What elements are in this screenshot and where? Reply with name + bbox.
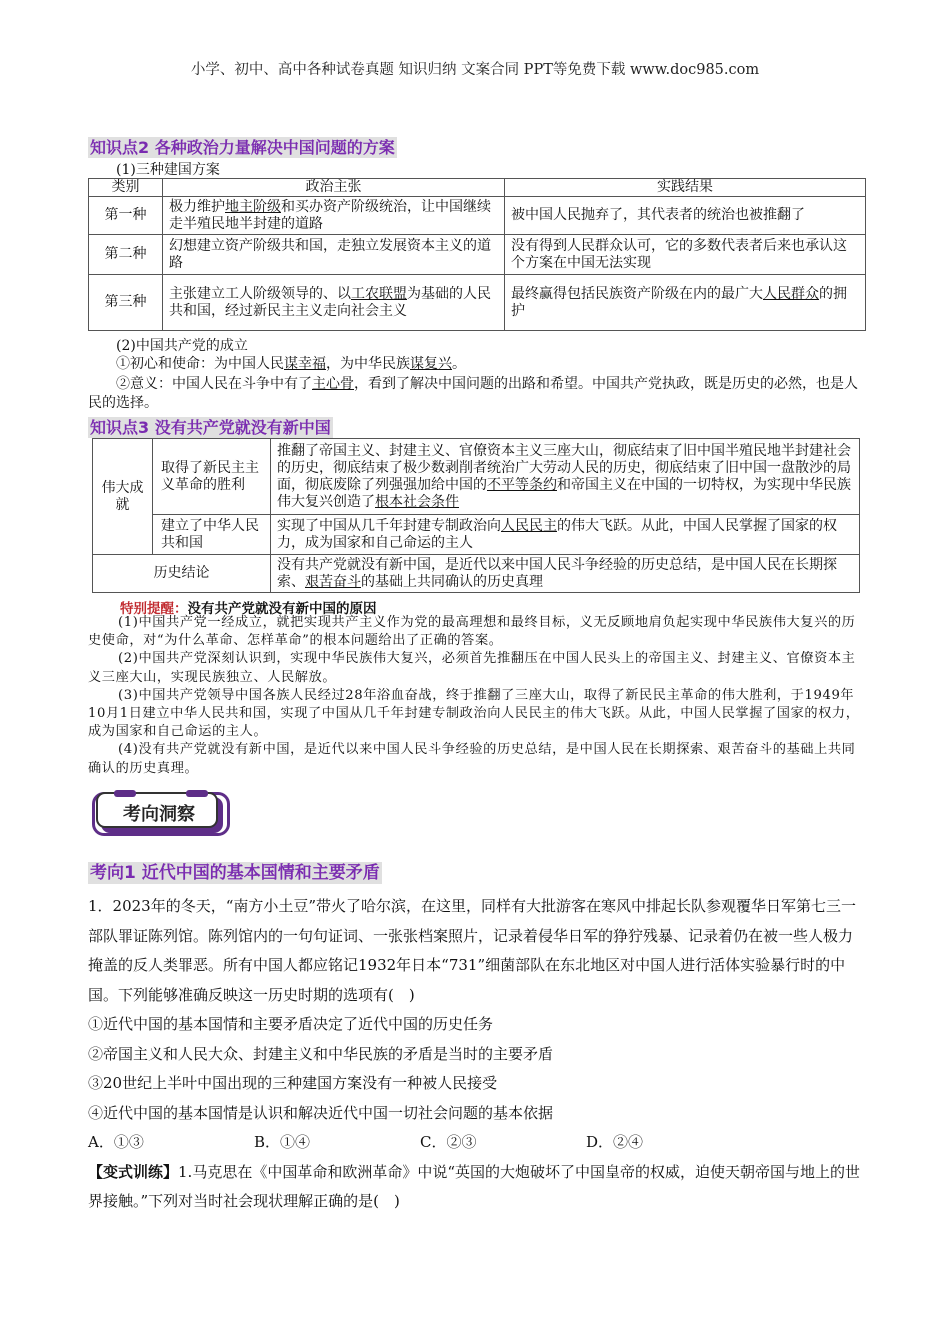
note-label: 特别提醒：: [120, 601, 188, 617]
r1-label: 取得了新民主主义革命的胜利: [153, 439, 271, 515]
note-item: (1)中国共产党一经成立，就把实现共产主义作为党的最高理想和最终目标，义无反顾地肩负起实现中华民族伟大复兴的历史使命，对“为什么革命、怎样革命”的根本问题给出了正确的答案。: [88, 615, 856, 649]
plans-header-row: [89, 179, 866, 197]
plan-result: 没有得到人民群众认可，它的多数代表者后来也承认这个方案在中国无法实现: [505, 235, 866, 275]
achievements-table: [92, 438, 860, 593]
option-c[interactable]: C．②③: [420, 1133, 477, 1151]
option-a[interactable]: A．①③: [88, 1133, 144, 1151]
variant-text: 1.马克思在《中国革命和欧洲革命》中说“英国的大炮破坏了中国皇帝的权威，迫使天朝帝国与地上的世界接触。”下列对当时社会现状理解正确的是( ): [88, 1162, 861, 1210]
col-result: 实践结果: [505, 179, 866, 197]
plan-type: 第三种: [89, 275, 163, 331]
plan-claim: 极力维护地主阶级和买办资产阶级统治，让中国继续走半殖民地半封建的道路: [163, 197, 505, 235]
question-stem: 1．2023年的冬天，“南方小土豆”带火了哈尔滨，在这里，同样有大批游客在寒风中排起长队参观覆华日军第七三一部队罪证陈列馆。陈列馆内的一句句证词、一张张档案照片，记录着侵华日军的狰狞残暴、记录着仍在被一些人极力掩盖的反人类罪恶。所有中国人都应铭记1932年日本“731”细菌部队在东北地区对中国人进行活体实验暴行时的中国。下列能够准确反映这一历史时期的选项有( ): [88, 897, 857, 1004]
page-header: 小学、初中、高中各种试卷真题 知识归纳 文案合同 PPT等免费下载 www.doc985.com: [190, 62, 760, 78]
col-claim: 政治主张: [163, 179, 505, 197]
r2-label: 建立了中华人民共和国: [153, 515, 271, 555]
section-badge: [92, 790, 234, 838]
section-title: [88, 858, 382, 883]
kp2-sub2: (2)中国共产党的成立: [116, 338, 248, 354]
statement: ③20世纪上半叶中国出现的三种建国方案没有一种被人民接受: [88, 1074, 498, 1092]
options: [88, 1128, 864, 1158]
plan-row: [89, 197, 866, 235]
plan-result: 最终赢得包括民族资产阶级在内的最广大人民群众的拥护: [505, 275, 866, 331]
achievement-row: [93, 439, 860, 515]
r3-label: 历史结论: [93, 555, 271, 593]
variant-training: [88, 1158, 864, 1217]
badge-label: 考向洞察: [123, 804, 195, 825]
section-title-text: 考向1 近代中国的基本国情和主要矛盾: [90, 863, 380, 883]
col-type: 类别: [89, 179, 163, 197]
r2-text: 实现了中国从几千年封建专制政治向人民民主的伟大飞跃。从此，中国人民掌握了国家的权力，成为国家和自己命运的主人: [271, 515, 860, 555]
plan-type: 第一种: [89, 197, 163, 235]
variant-label: 【变式训练】: [88, 1162, 179, 1181]
kp2-title-text: 知识点2 各种政治力量解决中国问题的方案: [90, 138, 395, 157]
plan-type: 第二种: [89, 235, 163, 275]
option-d[interactable]: D．②④: [586, 1133, 644, 1151]
kp2-p2: ②意义：中国人民在斗争中有了主心骨，看到了解决中国问题的出路和希望。中国共产党执政，既是历史的必然，也是人民的选择。: [88, 376, 858, 411]
kp2-title: [88, 135, 397, 158]
kp2-p1: ①初心和使命：为中国人民谋幸福，为中华民族谋复兴。: [116, 356, 466, 372]
plan-claim: 主张建立工人阶级领导的、以工农联盟为基础的人民共和国，经过新民主主义走向社会主义: [163, 275, 505, 331]
plans-table: [88, 178, 866, 331]
note-title: 没有共产党就没有新中国的原因: [187, 601, 377, 617]
option-b[interactable]: B．①④: [254, 1133, 311, 1151]
left-label: 伟大成就: [93, 439, 153, 555]
plan-claim: 幻想建立资产阶级共和国，走独立发展资本主义的道路: [163, 235, 505, 275]
kp3-title-text: 知识点3 没有共产党就没有新中国: [90, 418, 331, 437]
plan-row: [89, 235, 866, 275]
statement: ①近代中国的基本国情和主要矛盾决定了近代中国的历史任务: [88, 1015, 494, 1033]
note-item: (4)没有共产党就没有新中国，是近代以来中国人民斗争经验的历史总结，是中国人民在长期探索、艰苦奋斗的基础上共同确认的历史真理。: [88, 742, 856, 776]
kp3-title: [88, 415, 333, 438]
r3-text: 没有共产党就没有新中国，是近代以来中国人民斗争经验的历史总结，是中国人民在长期探索、艰苦奋斗的基础上共同确认的历史真理: [271, 555, 860, 593]
statement: ②帝国主义和人民大众、封建主义和中华民族的矛盾是当时的主要矛盾: [88, 1044, 554, 1063]
plan-row: [89, 275, 866, 331]
plan-result: 被中国人民抛弃了，其代表者的统治也被推翻了: [505, 197, 866, 235]
note-item: (3)中国共产党领导中国各族人民经过28年浴血奋战，终于推翻了三座大山，取得了新民民主革命的伟大胜利，于1949年10月1日建立中华人民共和国，实现了中国从几千年封建专制政治向人民民主的伟大飞跃。从此，中国人民掌握了国家的权力，成为国家和自己命运的主人。: [88, 687, 860, 740]
note-body: [88, 614, 864, 778]
question-1: [88, 892, 864, 1217]
kp2-sub1: (1)三种建国方案: [116, 162, 220, 178]
achievement-row: [93, 555, 860, 593]
r1-text: 推翻了帝国主义、封建主义、官僚资本主义三座大山，彻底结束了旧中国半殖民地半封建社会的历史，彻底结束了极少数剥削者统治广大劳动人民的历史，彻底结束了旧中国一盘散沙的局面，彻底废除了列强强加给中国的不平等条约和帝国主义在中国的一切特权，为实现中华民族伟大复兴创造了根本社会条件: [271, 439, 860, 515]
statement: ④近代中国的基本国情是认识和解决近代中国一切社会问题的基本依据: [88, 1103, 554, 1122]
note-item: (2)中国共产党深刻认识到，实现中华民族伟大复兴，必须首先推翻压在中国人民头上的帝国主义、封建主义、官僚资本主义三座大山，实现民族独立、人民解放。: [88, 651, 856, 685]
achievement-row: [93, 515, 860, 555]
